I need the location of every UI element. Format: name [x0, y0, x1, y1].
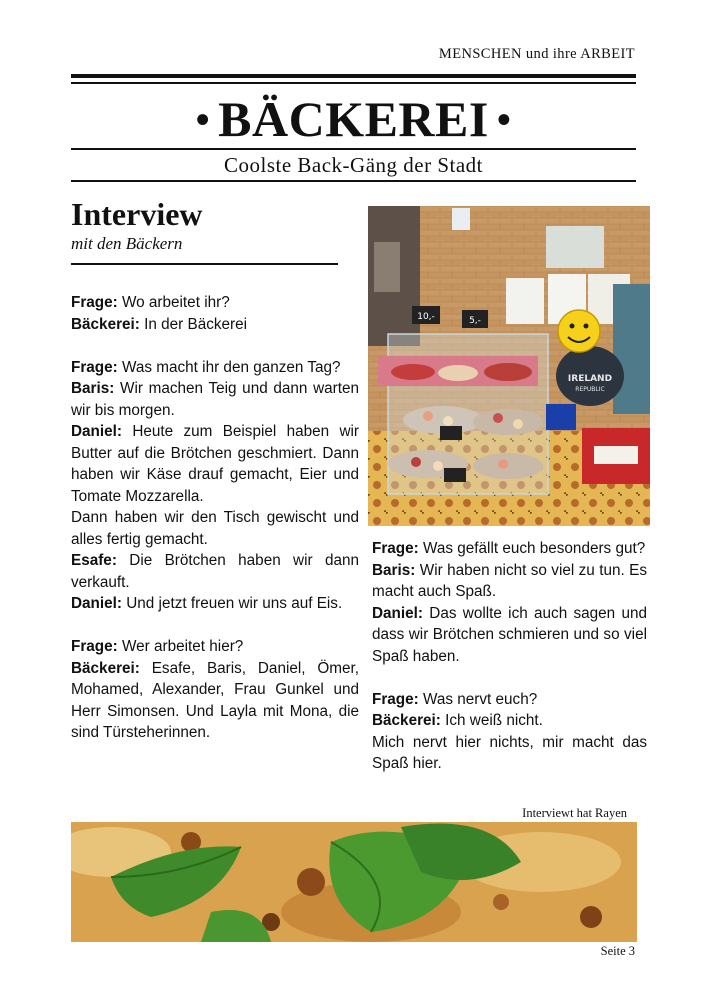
answer-text: Wir haben nicht so viel zu tun. Es macht auch Spaß.	[372, 561, 647, 600]
speaker-label: Baris:	[71, 380, 115, 397]
qa-line	[372, 732, 647, 775]
pizza-basil-illustration	[71, 822, 637, 942]
answer-text: Wir machen Teig und dann warten wir bis morgen.	[71, 380, 359, 419]
qa-line	[71, 357, 359, 379]
answer-text: Was nervt euch?	[418, 690, 538, 708]
qa-line	[71, 292, 359, 314]
food-banner-image	[71, 822, 637, 942]
masthead-title: BÄCKEREI	[218, 91, 489, 147]
qa-line	[372, 710, 647, 732]
qa-line	[372, 689, 647, 711]
qa-line	[372, 538, 647, 560]
qa-line	[372, 560, 647, 603]
bullet-right: •	[496, 96, 512, 142]
speaker-label: Frage:	[71, 358, 118, 376]
smiley-face-icon	[558, 310, 600, 352]
qa-line	[71, 314, 359, 336]
interview-title: Interview	[71, 196, 203, 232]
interview-right-column	[372, 538, 647, 775]
section-kicker: MENSCHEN und ihre ARBEIT	[438, 46, 635, 62]
shirt-text: REPUBLIC	[575, 386, 605, 393]
price-tag-text: 5,-	[469, 316, 481, 326]
price-tag-text: 10,-	[417, 312, 435, 322]
answer-text: In der Bäckerei	[139, 315, 248, 333]
qa-line	[71, 658, 359, 744]
shirt-text: IRELAND	[567, 374, 613, 384]
qa-line	[71, 421, 359, 507]
qa-line	[71, 550, 359, 593]
speaker-label: Bäckerei:	[71, 659, 140, 677]
bullet-left: •	[195, 96, 211, 142]
answer-text: Wer arbeitet hier?	[117, 638, 244, 655]
answer-text: Dann haben wir den Tisch gewischt und alles fertig gemacht.	[71, 509, 359, 548]
speaker-label: Bäckerei:	[71, 315, 140, 333]
answer-text: Was macht ihr den ganzen Tag?	[117, 358, 341, 376]
subtitle-rule	[71, 180, 636, 182]
qa-line	[71, 593, 359, 615]
speaker-label: Bäckerei:	[372, 712, 441, 729]
speaker-label: Frage:	[372, 690, 419, 708]
top-rule-thin	[71, 82, 636, 84]
speaker-label: Frage:	[372, 540, 419, 557]
speaker-label: Baris:	[372, 561, 416, 579]
speaker-label: Daniel:	[71, 423, 122, 440]
answer-text: Die Brötchen haben wir dann verkauft.	[71, 552, 359, 591]
answer-text: Ich weiß nicht.	[440, 712, 543, 729]
interview-left-column	[71, 292, 359, 744]
speaker-label: Daniel:	[71, 595, 122, 612]
qa-line	[71, 507, 359, 550]
answer-text: Wo arbeitet ihr?	[117, 294, 230, 311]
speaker-label: Esafe:	[71, 552, 117, 569]
answer-text: Heute zum Beispiel haben wir Butter auf die Brötchen geschmiert. Dann haben wir Käse drauf gemacht, Eier und Tomate Mozzarella.	[71, 423, 359, 505]
masthead	[71, 90, 636, 148]
bakery-photo	[368, 206, 650, 526]
qa-line	[71, 636, 359, 658]
interview-subtitle: mit den Bäckern	[71, 234, 183, 253]
answer-text: Das wollte ich auch sagen und dass wir Brötchen schmieren und so viel Spaß haben.	[372, 604, 647, 665]
top-rule-thick	[71, 74, 636, 78]
page-number: Seite 3	[600, 944, 635, 958]
bakery-photo-illustration	[368, 206, 650, 526]
answer-text: Esafe, Baris, Daniel, Ömer, Mohamed, Alexander, Frau Gunkel und Herr Simonsen. Und Layla mit Mona, die sind Türsteherinnen.	[71, 659, 359, 741]
answer-text: Was gefällt euch besonders gut?	[418, 540, 646, 557]
qa-line	[372, 603, 647, 668]
speaker-label: Daniel:	[372, 604, 423, 622]
interviewer-credit: Interviewt hat Rayen	[522, 806, 627, 820]
interview-rule	[71, 263, 338, 265]
speaker-label: Frage:	[71, 294, 118, 311]
masthead-subtitle: Coolste Back-Gäng der Stadt	[223, 152, 484, 177]
qa-line	[71, 378, 359, 421]
speaker-label: Frage:	[71, 638, 118, 655]
answer-text: Mich nervt hier nichts, mir macht das Spaß hier.	[372, 733, 647, 772]
answer-text: Und jetzt freuen wir uns auf Eis.	[122, 595, 343, 612]
